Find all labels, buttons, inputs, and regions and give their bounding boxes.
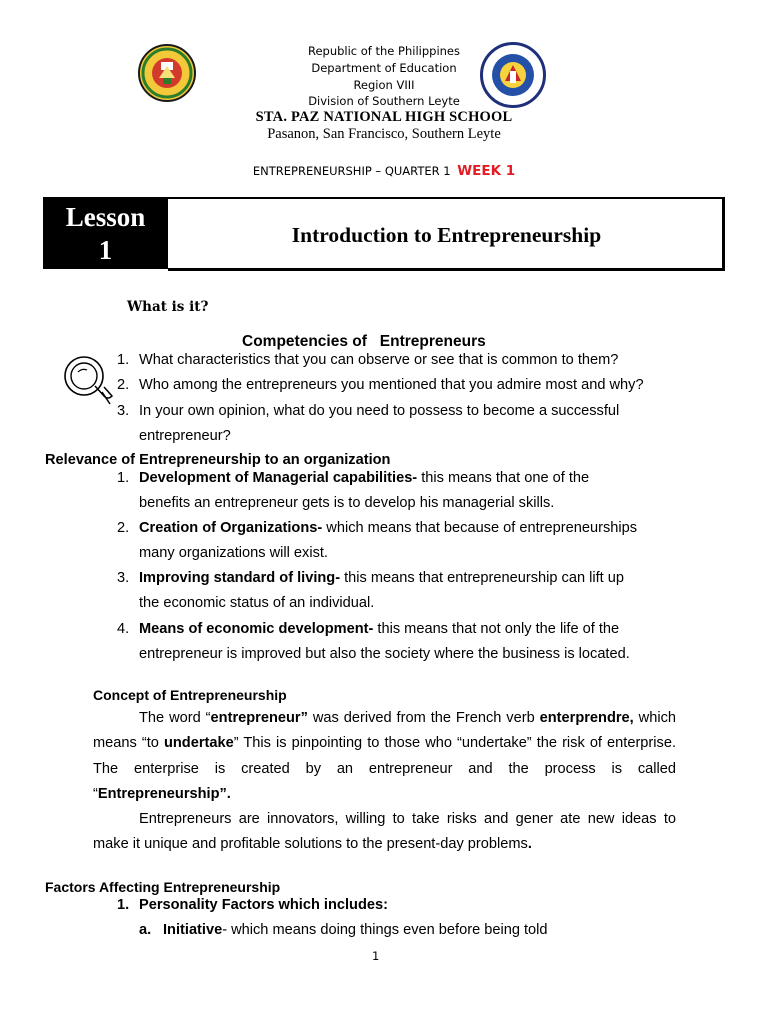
factor-1a-text: - which means doing things even before being told <box>222 922 548 938</box>
relevance-2-term: Creation of Organizations- <box>139 520 323 536</box>
relevance-3-number: 3. <box>117 570 130 586</box>
concept-p1-b4: Entrepreneurship”. <box>97 785 231 802</box>
subject-label: ENTREPRENEURSHIP – QUARTER 1 <box>252 164 451 178</box>
region-line: Region VIII <box>353 78 415 92</box>
school-address: Pasanon, San Francisco, Southern Leyte <box>267 126 501 142</box>
lesson-title: Introduction to Entrepreneurship <box>291 223 602 247</box>
relevance-4-text: this means that not only the life of the <box>373 621 620 637</box>
lesson-label: Lesson <box>65 202 146 232</box>
concept-p2-text: Entrepreneurs are innovators, willing to take risks and gener ate new ideas to make it unique and profitable solutions to the present-day problems <box>93 811 676 853</box>
lesson-title-box <box>168 197 725 271</box>
concept-heading: Concept of Entrepreneurship <box>93 687 287 703</box>
relevance-3-text: this means that entrepreneurship can lift up <box>340 570 625 586</box>
competencies-heading: Competencies of Entrepreneurs <box>242 333 486 350</box>
competency-1-number: 1. <box>117 352 130 368</box>
department-line: Department of Education <box>311 61 457 75</box>
division-line: Division of Southern Leyte <box>308 94 460 108</box>
concept-paragraph-1 <box>93 706 676 807</box>
concept-p1-b3: undertake <box>163 735 234 752</box>
relevance-3-continued: the economic status of an individual. <box>139 595 375 611</box>
relevance-4-term: Means of economic development- <box>139 621 374 637</box>
factor-1a-term: Initiative <box>163 922 223 938</box>
relevance-1-line <box>139 470 589 486</box>
lesson-banner <box>43 197 725 271</box>
competency-3-number: 3. <box>117 403 130 419</box>
factor-1-number: 1. <box>117 897 130 913</box>
competency-2-text: Who among the entrepreneurs you mentioned that you admire most and why? <box>139 377 644 393</box>
relevance-4-continued: entrepreneur is improved but also the society where the business is located. <box>139 646 630 662</box>
concept-p1-t2: was derived from the French verb <box>307 710 540 726</box>
republic-line: Republic of the Philippines <box>307 44 461 58</box>
week-label: WEEK 1 <box>457 163 516 179</box>
relevance-2-line <box>139 520 637 536</box>
competency-2-number: 2. <box>117 377 130 393</box>
concept-p1-b2: enterprendre, <box>539 710 634 726</box>
what-is-it-heading: What is it? <box>127 299 209 315</box>
competency-3-continued: entrepreneur? <box>139 428 231 444</box>
concept-p1-t4: ” This is pinpointing to those who “undertake” the risk of enterprise. The enterprise is created by an entrepreneur and the process is called “ <box>93 735 676 802</box>
relevance-2-text: which means that because of entrepreneurships <box>322 520 638 536</box>
magnifying-glass-icon <box>60 352 120 406</box>
subject-quarter-line <box>0 163 768 179</box>
concept-paragraph-2 <box>93 807 676 858</box>
factor-1-text: Personality Factors which includes: <box>139 897 388 913</box>
relevance-3-line <box>139 570 624 586</box>
relevance-heading: Relevance of Entrepreneurship to an organization <box>45 452 391 468</box>
relevance-4-line <box>139 621 619 637</box>
concept-p2-end: . <box>527 836 532 853</box>
page-number: 1 <box>372 949 380 963</box>
relevance-3-term: Improving standard of living- <box>139 570 341 586</box>
concept-p1-b1: entrepreneur” <box>210 710 308 726</box>
factor-1a-line <box>163 922 548 938</box>
relevance-1-term: Development of Managerial capabilities- <box>139 470 418 486</box>
lesson-number: 1 <box>98 235 113 265</box>
relevance-2-continued: many organizations will exist. <box>139 545 328 561</box>
concept-p1-t3: which means “to <box>93 710 676 752</box>
concept-p1-t1: The word “ <box>139 710 211 726</box>
relevance-2-number: 2. <box>117 520 130 536</box>
relevance-1-number: 1. <box>117 470 130 486</box>
relevance-4-number: 4. <box>117 621 130 637</box>
relevance-1-continued: benefits an entrepreneur gets is to develop his managerial skills. <box>139 495 555 511</box>
factors-heading: Factors Affecting Entrepreneurship <box>45 879 281 895</box>
factor-1a-letter: a. <box>139 922 152 938</box>
competency-1-text: What characteristics that you can observe or see that is common to them? <box>139 352 619 368</box>
relevance-1-text: this means that one of the <box>417 470 590 486</box>
deped-seal-logo <box>480 42 546 108</box>
lesson-number-box <box>43 197 168 269</box>
school-name: STA. PAZ NATIONAL HIGH SCHOOL <box>255 109 513 125</box>
competency-3-text: In your own opinion, what do you need to possess to become a successful <box>139 403 620 419</box>
